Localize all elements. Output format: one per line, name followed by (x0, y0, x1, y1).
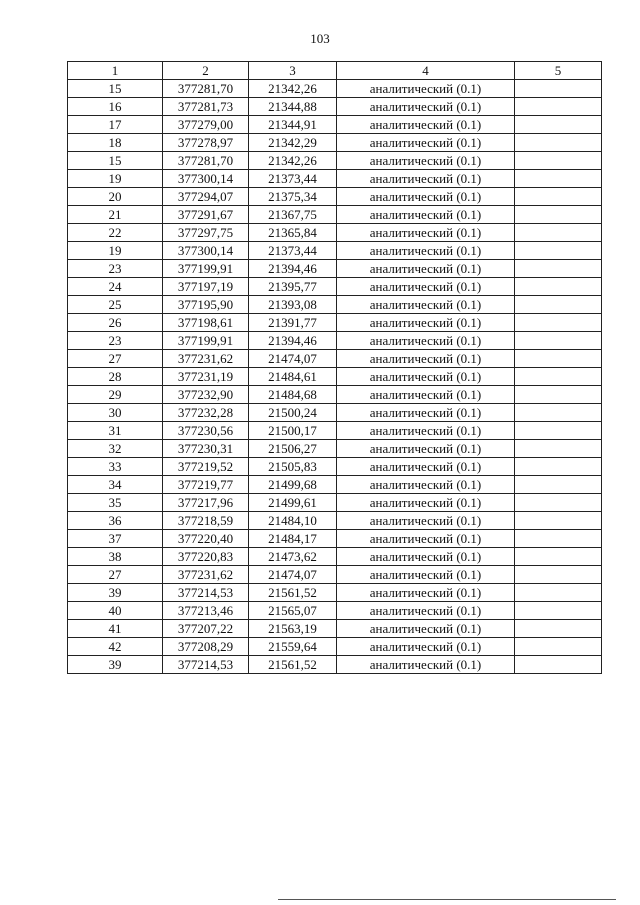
x-coordinate-cell: 377220,40 (163, 530, 249, 548)
point-number-cell: 39 (68, 656, 163, 674)
x-coordinate-cell: 377231,62 (163, 350, 249, 368)
y-coordinate-cell: 21367,75 (249, 206, 337, 224)
y-coordinate-cell: 21375,34 (249, 188, 337, 206)
table-row (68, 530, 602, 548)
table-row (68, 620, 602, 638)
table-row (68, 260, 602, 278)
y-coordinate-cell: 21365,84 (249, 224, 337, 242)
point-number-cell: 16 (68, 98, 163, 116)
y-coordinate-cell: 21344,91 (249, 116, 337, 134)
note-cell (515, 278, 602, 296)
method-cell: аналитический (0.1) (337, 584, 515, 602)
method-cell: аналитический (0.1) (337, 368, 515, 386)
point-number-cell: 24 (68, 278, 163, 296)
x-coordinate-cell: 377297,75 (163, 224, 249, 242)
note-cell (515, 116, 602, 134)
note-cell (515, 224, 602, 242)
point-number-cell: 37 (68, 530, 163, 548)
note-cell (515, 512, 602, 530)
point-number-cell: 23 (68, 260, 163, 278)
y-coordinate-cell: 21565,07 (249, 602, 337, 620)
table-row (68, 476, 602, 494)
x-coordinate-cell: 377300,14 (163, 242, 249, 260)
y-coordinate-cell: 21500,17 (249, 422, 337, 440)
method-cell: аналитический (0.1) (337, 566, 515, 584)
method-cell: аналитический (0.1) (337, 386, 515, 404)
method-cell: аналитический (0.1) (337, 224, 515, 242)
table-row (68, 386, 602, 404)
note-cell (515, 134, 602, 152)
y-coordinate-cell: 21561,52 (249, 584, 337, 602)
note-cell (515, 350, 602, 368)
table-row (68, 116, 602, 134)
note-cell (515, 656, 602, 674)
method-cell: аналитический (0.1) (337, 512, 515, 530)
point-number-cell: 25 (68, 296, 163, 314)
note-cell (515, 188, 602, 206)
y-coordinate-cell: 21484,17 (249, 530, 337, 548)
table-row (68, 350, 602, 368)
y-coordinate-cell: 21559,64 (249, 638, 337, 656)
note-cell (515, 98, 602, 116)
method-cell: аналитический (0.1) (337, 548, 515, 566)
method-cell: аналитический (0.1) (337, 134, 515, 152)
table-row (68, 368, 602, 386)
note-cell (515, 584, 602, 602)
method-cell: аналитический (0.1) (337, 656, 515, 674)
note-cell (515, 494, 602, 512)
y-coordinate-cell: 21500,24 (249, 404, 337, 422)
table-row (68, 224, 602, 242)
point-number-cell: 23 (68, 332, 163, 350)
point-number-cell: 30 (68, 404, 163, 422)
x-coordinate-cell: 377207,22 (163, 620, 249, 638)
note-cell (515, 440, 602, 458)
y-coordinate-cell: 21499,68 (249, 476, 337, 494)
y-coordinate-cell: 21394,46 (249, 332, 337, 350)
point-number-cell: 33 (68, 458, 163, 476)
point-number-cell: 41 (68, 620, 163, 638)
y-coordinate-cell: 21391,77 (249, 314, 337, 332)
table-row (68, 314, 602, 332)
note-cell (515, 530, 602, 548)
y-coordinate-cell: 21342,26 (249, 152, 337, 170)
x-coordinate-cell: 377278,97 (163, 134, 249, 152)
y-coordinate-cell: 21373,44 (249, 242, 337, 260)
y-coordinate-cell: 21484,68 (249, 386, 337, 404)
note-cell (515, 80, 602, 98)
x-coordinate-cell: 377281,73 (163, 98, 249, 116)
table-row (68, 422, 602, 440)
y-coordinate-cell: 21499,61 (249, 494, 337, 512)
x-coordinate-cell: 377197,19 (163, 278, 249, 296)
note-cell (515, 296, 602, 314)
note-cell (515, 314, 602, 332)
x-coordinate-cell: 377214,53 (163, 584, 249, 602)
method-cell: аналитический (0.1) (337, 620, 515, 638)
note-cell (515, 386, 602, 404)
point-number-cell: 40 (68, 602, 163, 620)
x-coordinate-cell: 377294,07 (163, 188, 249, 206)
table-row (68, 170, 602, 188)
x-coordinate-cell: 377199,91 (163, 332, 249, 350)
method-cell: аналитический (0.1) (337, 350, 515, 368)
method-cell: аналитический (0.1) (337, 152, 515, 170)
table-body (68, 80, 602, 674)
point-number-cell: 15 (68, 152, 163, 170)
method-cell: аналитический (0.1) (337, 494, 515, 512)
point-number-cell: 35 (68, 494, 163, 512)
table-row (68, 638, 602, 656)
point-number-cell: 42 (68, 638, 163, 656)
point-number-cell: 27 (68, 350, 163, 368)
note-cell (515, 170, 602, 188)
table-row (68, 152, 602, 170)
note-cell (515, 404, 602, 422)
x-coordinate-cell: 377213,46 (163, 602, 249, 620)
point-number-cell: 32 (68, 440, 163, 458)
method-cell: аналитический (0.1) (337, 476, 515, 494)
x-coordinate-cell: 377230,56 (163, 422, 249, 440)
y-coordinate-cell: 21474,07 (249, 566, 337, 584)
method-cell: аналитический (0.1) (337, 260, 515, 278)
table-row (68, 566, 602, 584)
table-row (68, 656, 602, 674)
note-cell (515, 242, 602, 260)
column-header-2: 2 (163, 62, 249, 80)
x-coordinate-cell: 377195,90 (163, 296, 249, 314)
point-number-cell: 19 (68, 170, 163, 188)
point-number-cell: 19 (68, 242, 163, 260)
note-cell (515, 566, 602, 584)
point-number-cell: 36 (68, 512, 163, 530)
table-row (68, 404, 602, 422)
y-coordinate-cell: 21506,27 (249, 440, 337, 458)
y-coordinate-cell: 21484,10 (249, 512, 337, 530)
point-number-cell: 26 (68, 314, 163, 332)
x-coordinate-cell: 377279,00 (163, 116, 249, 134)
y-coordinate-cell: 21394,46 (249, 260, 337, 278)
x-coordinate-cell: 377230,31 (163, 440, 249, 458)
x-coordinate-cell: 377208,29 (163, 638, 249, 656)
y-coordinate-cell: 21395,77 (249, 278, 337, 296)
point-number-cell: 22 (68, 224, 163, 242)
table-row (68, 206, 602, 224)
table-row (68, 458, 602, 476)
x-coordinate-cell: 377199,91 (163, 260, 249, 278)
table-row (68, 494, 602, 512)
x-coordinate-cell: 377231,19 (163, 368, 249, 386)
y-coordinate-cell: 21484,61 (249, 368, 337, 386)
note-cell (515, 422, 602, 440)
table-row (68, 440, 602, 458)
table-row (68, 134, 602, 152)
point-number-cell: 29 (68, 386, 163, 404)
y-coordinate-cell: 21505,83 (249, 458, 337, 476)
table-row (68, 98, 602, 116)
point-number-cell: 39 (68, 584, 163, 602)
x-coordinate-cell: 377220,83 (163, 548, 249, 566)
note-cell (515, 458, 602, 476)
method-cell: аналитический (0.1) (337, 638, 515, 656)
table-header-row (68, 62, 602, 80)
method-cell: аналитический (0.1) (337, 458, 515, 476)
table-row (68, 296, 602, 314)
y-coordinate-cell: 21373,44 (249, 170, 337, 188)
method-cell: аналитический (0.1) (337, 206, 515, 224)
y-coordinate-cell: 21342,26 (249, 80, 337, 98)
note-cell (515, 260, 602, 278)
y-coordinate-cell: 21342,29 (249, 134, 337, 152)
method-cell: аналитический (0.1) (337, 332, 515, 350)
y-coordinate-cell: 21473,62 (249, 548, 337, 566)
x-coordinate-cell: 377281,70 (163, 80, 249, 98)
column-header-4: 4 (337, 62, 515, 80)
note-cell (515, 206, 602, 224)
column-header-3: 3 (249, 62, 337, 80)
method-cell: аналитический (0.1) (337, 530, 515, 548)
note-cell (515, 332, 602, 350)
method-cell: аналитический (0.1) (337, 98, 515, 116)
method-cell: аналитический (0.1) (337, 296, 515, 314)
method-cell: аналитический (0.1) (337, 314, 515, 332)
point-number-cell: 18 (68, 134, 163, 152)
point-number-cell: 34 (68, 476, 163, 494)
x-coordinate-cell: 377281,70 (163, 152, 249, 170)
method-cell: аналитический (0.1) (337, 170, 515, 188)
table-row (68, 80, 602, 98)
page-number: 103 (310, 31, 330, 46)
method-cell: аналитический (0.1) (337, 602, 515, 620)
y-coordinate-cell: 21344,88 (249, 98, 337, 116)
y-coordinate-cell: 21561,52 (249, 656, 337, 674)
table-row (68, 512, 602, 530)
x-coordinate-cell: 377231,62 (163, 566, 249, 584)
method-cell: аналитический (0.1) (337, 242, 515, 260)
point-number-cell: 15 (68, 80, 163, 98)
table-row (68, 584, 602, 602)
method-cell: аналитический (0.1) (337, 188, 515, 206)
x-coordinate-cell: 377219,77 (163, 476, 249, 494)
point-number-cell: 20 (68, 188, 163, 206)
coordinates-table (67, 61, 602, 674)
method-cell: аналитический (0.1) (337, 116, 515, 134)
column-header-1: 1 (68, 62, 163, 80)
point-number-cell: 17 (68, 116, 163, 134)
point-number-cell: 38 (68, 548, 163, 566)
x-coordinate-cell: 377232,28 (163, 404, 249, 422)
table-row (68, 242, 602, 260)
note-cell (515, 638, 602, 656)
x-coordinate-cell: 377219,52 (163, 458, 249, 476)
table-row (68, 602, 602, 620)
point-number-cell: 31 (68, 422, 163, 440)
y-coordinate-cell: 21563,19 (249, 620, 337, 638)
y-coordinate-cell: 21393,08 (249, 296, 337, 314)
note-cell (515, 476, 602, 494)
point-number-cell: 27 (68, 566, 163, 584)
x-coordinate-cell: 377300,14 (163, 170, 249, 188)
method-cell: аналитический (0.1) (337, 80, 515, 98)
note-cell (515, 152, 602, 170)
x-coordinate-cell: 377214,53 (163, 656, 249, 674)
note-cell (515, 368, 602, 386)
footer-rule (278, 899, 616, 900)
note-cell (515, 602, 602, 620)
y-coordinate-cell: 21474,07 (249, 350, 337, 368)
column-header-5: 5 (515, 62, 602, 80)
method-cell: аналитический (0.1) (337, 404, 515, 422)
x-coordinate-cell: 377198,61 (163, 314, 249, 332)
point-number-cell: 28 (68, 368, 163, 386)
x-coordinate-cell: 377217,96 (163, 494, 249, 512)
method-cell: аналитический (0.1) (337, 278, 515, 296)
point-number-cell: 21 (68, 206, 163, 224)
note-cell (515, 620, 602, 638)
table-row (68, 548, 602, 566)
table-row (68, 332, 602, 350)
method-cell: аналитический (0.1) (337, 422, 515, 440)
table-row (68, 188, 602, 206)
note-cell (515, 548, 602, 566)
x-coordinate-cell: 377232,90 (163, 386, 249, 404)
method-cell: аналитический (0.1) (337, 440, 515, 458)
x-coordinate-cell: 377218,59 (163, 512, 249, 530)
table-row (68, 278, 602, 296)
x-coordinate-cell: 377291,67 (163, 206, 249, 224)
